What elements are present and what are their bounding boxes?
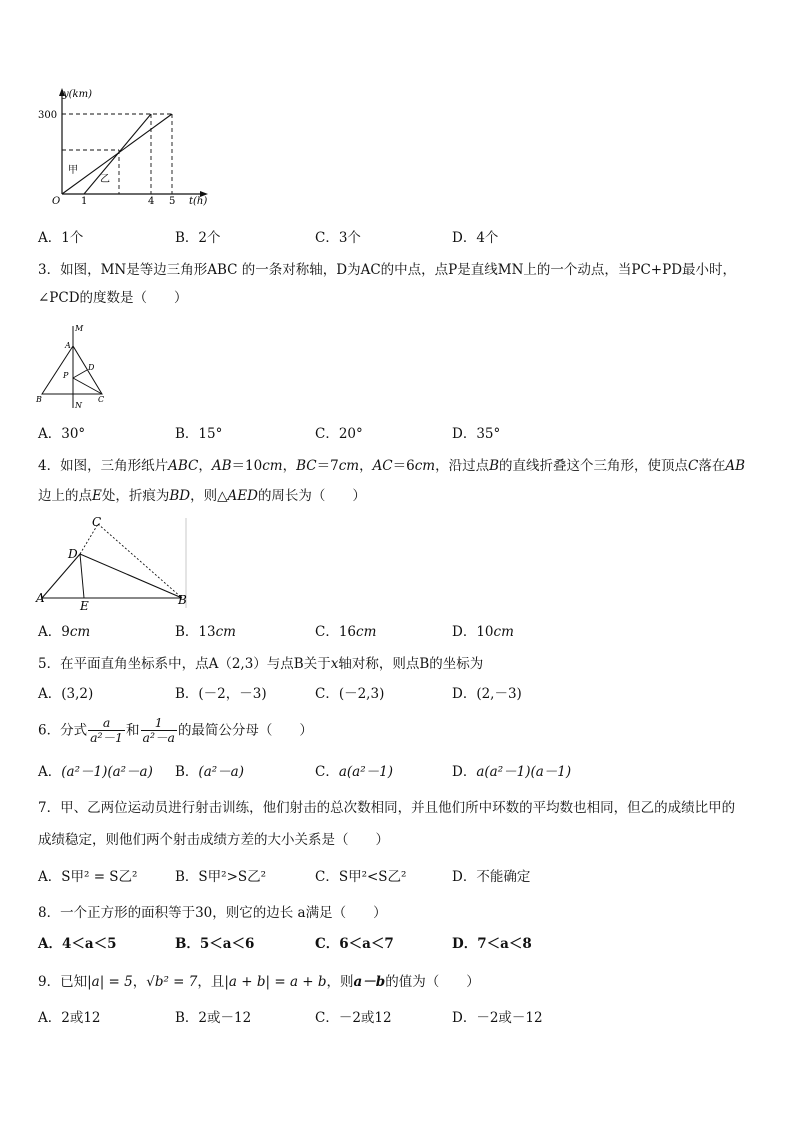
- q4-option-b[interactable]: [175, 622, 236, 642]
- q9-t: ，: [132, 974, 147, 990]
- q7-option-c[interactable]: C．S甲²<S乙²: [315, 869, 407, 885]
- q4-t: ABC: [168, 458, 199, 474]
- q5-t: 5．在平面直角坐标系中，点A（2,3）与点B关于: [38, 656, 331, 672]
- q5-option-a[interactable]: A．(3,2): [38, 686, 94, 702]
- q5-option-c[interactable]: C．(－2,3): [315, 686, 385, 702]
- opt-unit: cm: [493, 624, 514, 640]
- q3-stem-line2: ∠PCD的度数是（ ）: [38, 290, 188, 306]
- opt-letter: C．: [315, 764, 339, 780]
- q9-option-d[interactable]: D．－2或－12: [452, 1010, 543, 1026]
- label-c: C: [98, 395, 105, 404]
- label-yi: 乙: [100, 174, 110, 185]
- q7-stem-line2: 成绩稳定，则他们两个射击成绩方差的大小关系是（ ）: [38, 832, 389, 848]
- q8-option-d[interactable]: D．7＜a＜8: [452, 936, 532, 952]
- q5-option-b[interactable]: B．(－2，－3): [175, 686, 267, 702]
- q4-option-a[interactable]: [38, 622, 90, 642]
- q4-t: ＝10: [231, 458, 263, 474]
- line-yi: [84, 114, 151, 194]
- q9-option-c[interactable]: C．－2或12: [315, 1010, 392, 1026]
- q4-t: ，: [282, 458, 297, 474]
- q6-lead: 6．分式: [38, 722, 88, 739]
- q4-t: AED: [227, 488, 258, 504]
- opt-value: 9: [61, 624, 70, 640]
- q4-t: AC: [372, 458, 393, 474]
- q9-t: ，则: [326, 974, 354, 990]
- q3-option-d[interactable]: D．35°: [452, 426, 501, 442]
- q6-option-b[interactable]: [175, 762, 244, 782]
- q4-t: 4．如图，三角形纸片: [38, 458, 169, 474]
- opt-letter: C．: [315, 624, 339, 640]
- q4-t: C: [688, 458, 699, 474]
- x-tick-5: 5: [169, 196, 176, 207]
- q5-t: x: [330, 656, 339, 672]
- label-b: B: [178, 593, 187, 607]
- fraction-2-numerator: 1: [154, 715, 163, 730]
- x-axis-label: t(h): [189, 196, 208, 207]
- q3-option-a[interactable]: A．30°: [38, 426, 86, 442]
- y-axis-label: y(km): [63, 89, 92, 100]
- opt-value: 10: [476, 624, 494, 640]
- label-p: P: [63, 371, 69, 380]
- q3-option-c[interactable]: C．20°: [315, 426, 363, 442]
- q4-t: cm: [262, 458, 283, 474]
- fraction-1-denominator: a²－1: [90, 730, 124, 745]
- q6-option-a[interactable]: [38, 762, 153, 782]
- y-tick-300: 300: [38, 110, 58, 121]
- q9-abs-a: |a| = 5: [87, 974, 133, 990]
- q4-t: ，: [198, 458, 212, 474]
- q2-option-b[interactable]: B．2个: [175, 230, 221, 246]
- q6-stem: [38, 716, 313, 745]
- q4-t: B: [489, 458, 500, 474]
- q4-t: ，沿过点: [435, 458, 490, 474]
- opt-value: 13: [198, 624, 216, 640]
- q8-option-b[interactable]: B．5＜a＜6: [175, 936, 255, 952]
- label-c: C: [92, 515, 102, 529]
- label-n: N: [75, 401, 82, 410]
- q4-t: E: [92, 488, 102, 504]
- opt-letter: B．: [175, 764, 199, 780]
- q4-t: 边上的点: [38, 488, 92, 504]
- q9-target: a－b: [353, 974, 386, 990]
- folded-triangle-figure: [34, 514, 190, 612]
- q4-t: 的周长为（ ）: [257, 488, 366, 504]
- opt-expr: a(a²－1): [338, 764, 393, 780]
- q9-stem: [38, 972, 480, 992]
- q4-option-d[interactable]: [452, 622, 514, 642]
- q2-option-d[interactable]: D．4个: [452, 230, 499, 246]
- label-m: M: [75, 324, 84, 333]
- q4-t: BD: [169, 488, 191, 504]
- q4-t: BC: [296, 458, 317, 474]
- q6-option-c[interactable]: [315, 762, 393, 782]
- q4-t: cm: [414, 458, 436, 474]
- x-tick-1: 1: [81, 196, 88, 207]
- opt-letter: D．: [452, 764, 477, 780]
- q4-stem-line1: [38, 456, 745, 476]
- dash-cb: [98, 524, 182, 598]
- q4-t: 处，折痕为: [101, 488, 170, 504]
- opt-letter: D．: [452, 624, 477, 640]
- q5-option-d[interactable]: D．(2,－3): [452, 686, 522, 702]
- q9-t: 9．已知: [38, 974, 88, 990]
- label-e: E: [80, 599, 89, 612]
- q4-t: ＝6: [392, 458, 415, 474]
- q6-mid: 和: [126, 722, 140, 739]
- opt-letter: A．: [38, 624, 62, 640]
- q4-stem-line2: [38, 486, 366, 506]
- q4-t: cm: [338, 458, 360, 474]
- label-d: D: [88, 363, 95, 372]
- triangle-abd: [42, 554, 182, 598]
- triangle-mn-figure: [34, 322, 110, 412]
- q8-stem: 8．一个正方形的面积等于30，则它的边长 a满足（ ）: [38, 905, 387, 921]
- origin-label: O: [52, 196, 61, 207]
- q7-option-a[interactable]: A．S甲² = S乙²: [38, 869, 138, 885]
- q4-t: AB: [725, 458, 746, 474]
- q2-option-c[interactable]: C．3个: [315, 230, 361, 246]
- q4-t: ，: [359, 458, 373, 474]
- q8-option-c[interactable]: C．6＜a＜7: [315, 936, 394, 952]
- q2-option-a[interactable]: A．1个: [38, 230, 84, 246]
- q4-t: ，则△: [190, 488, 228, 504]
- q5-t: 轴对称，则点B的坐标为: [338, 656, 484, 672]
- q6-tail: 的最简公分母（ ）: [177, 722, 313, 739]
- q3-option-b[interactable]: B．15°: [175, 426, 223, 442]
- label-jia: 甲: [68, 165, 78, 176]
- q9-t: ，且: [197, 974, 225, 990]
- label-a: A: [65, 341, 71, 350]
- q4-t: AB: [211, 458, 232, 474]
- q9-cond: |a + b| = a + b: [224, 974, 327, 990]
- q7-option-d[interactable]: D．不能确定: [452, 869, 531, 885]
- q9-option-a[interactable]: A．2或12: [38, 1010, 101, 1026]
- fraction-2-denominator: a²－a: [142, 730, 175, 745]
- opt-expr: (a²－1)(a²－a): [61, 764, 153, 780]
- q4-option-c[interactable]: [315, 622, 376, 642]
- opt-unit: cm: [215, 624, 236, 640]
- opt-letter: A．: [38, 764, 62, 780]
- label-b: B: [36, 395, 42, 404]
- opt-letter: B．: [175, 624, 199, 640]
- fraction-2: [141, 716, 177, 745]
- q9-t: 的值为（ ）: [385, 974, 480, 990]
- segment-pd: [73, 370, 87, 378]
- opt-expr: (a²－a): [198, 764, 244, 780]
- opt-value: 16: [338, 624, 357, 640]
- opt-expr: a(a²－1)(a－1): [476, 764, 572, 780]
- q9-sqrt: √b² = 7: [146, 974, 198, 990]
- q6-option-d[interactable]: [452, 762, 571, 782]
- opt-unit: cm: [356, 624, 377, 640]
- q8-option-a[interactable]: A．4＜a＜5: [38, 936, 117, 952]
- distance-time-figure: [34, 86, 214, 208]
- segment-de: [80, 554, 84, 598]
- label-d: D: [68, 547, 78, 561]
- q3-stem-line1: 3．如图，MN是等边三角形ABC 的一条对称轴，D为AC的中点，点P是直线MN上的一个动点，当PC+PD最小时，: [38, 262, 737, 278]
- q4-t: 的直线折叠这个三角形，使顶点: [499, 458, 689, 474]
- q5-stem: [38, 654, 483, 674]
- q7-option-b[interactable]: B．S甲²>S乙²: [175, 869, 267, 885]
- x-tick-4: 4: [148, 196, 155, 207]
- q4-t: 落在: [698, 458, 726, 474]
- q9-option-b[interactable]: B．2或－12: [175, 1010, 252, 1026]
- opt-unit: cm: [69, 624, 91, 640]
- q7-stem-line1: 7．甲、乙两位运动员进行射击训练，他们射击的总次数相同，并且他们所中环数的平均数也相同，但乙的成绩比甲的: [38, 800, 736, 816]
- q4-t: ＝7: [316, 458, 339, 474]
- fraction-1-numerator: a: [102, 715, 111, 730]
- fraction-1: [88, 716, 125, 745]
- label-a: A: [36, 591, 45, 605]
